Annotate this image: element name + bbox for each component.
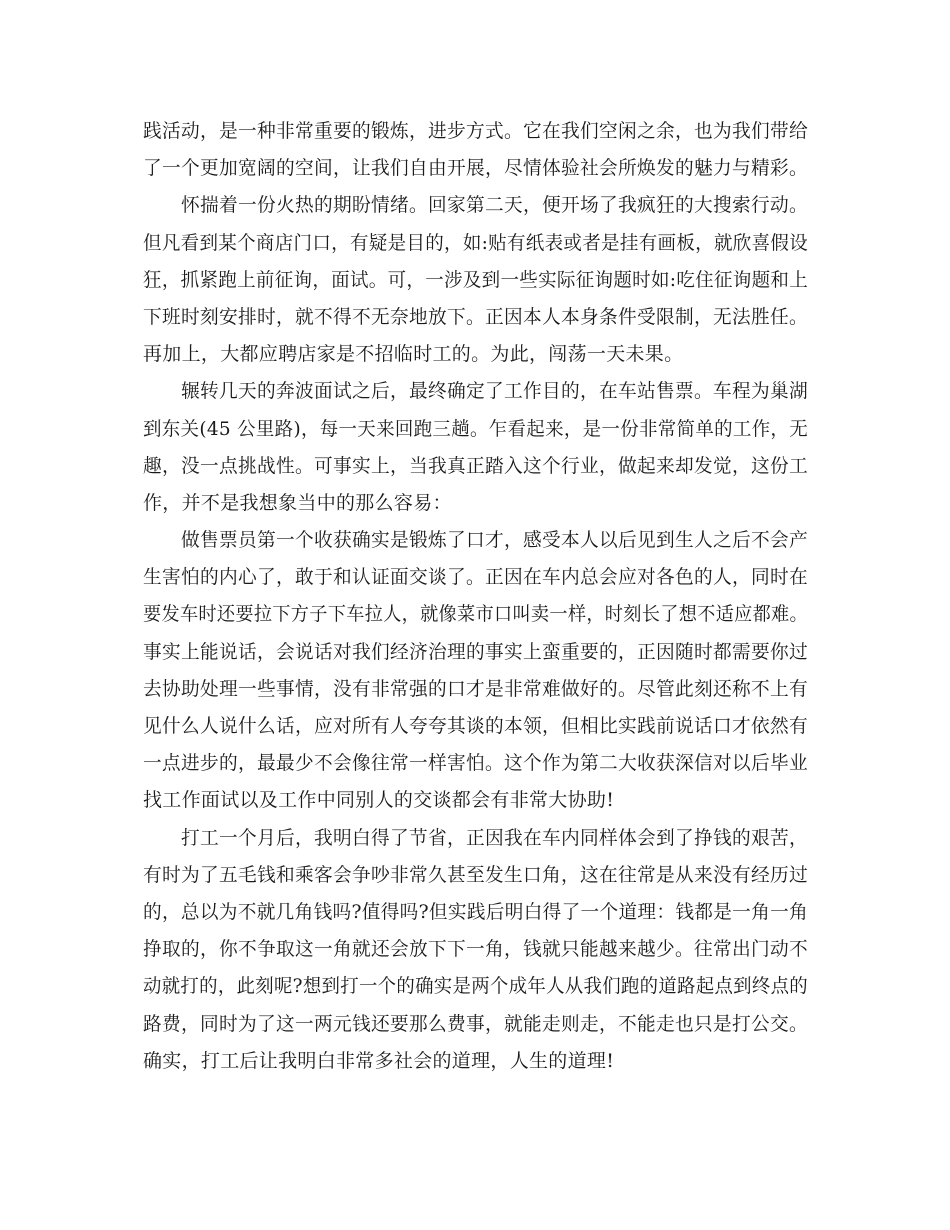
text-line: 一点进步的，最最少不会像往常一样害怕。这个作为第二大收获深信对以后毕业 bbox=[143, 752, 808, 775]
text-line: 有时为了五毛钱和乘客会争吵非常久甚至发生口角，这在往常是从来没有经历过 bbox=[143, 863, 808, 886]
text-line: 挣取的，你不争取这一角就还会放下下一角，钱就只能越来越少。往常出门动不 bbox=[143, 938, 808, 961]
text-line: 打工一个月后，我明白得了节省，正因我在车内同样体会到了挣钱的艰苦， bbox=[181, 826, 808, 849]
paragraph-2 bbox=[143, 187, 808, 373]
text-line: 做售票员第一个收获确实是锻炼了口才，感受本人以后见到生人之后不会产 bbox=[181, 529, 808, 552]
text-line: 辗转几天的奔波面试之后，最终确定了工作目的，在车站售票。车程为巢湖 bbox=[181, 380, 808, 403]
text-line: 事实上能说话，会说话对我们经济治理的事实上蛮重要的，正因随时都需要你过 bbox=[143, 640, 808, 663]
text-line: 路费，同时为了这一两元钱还要那么费事，就能走则走，不能走也只是打公交。 bbox=[143, 1012, 808, 1035]
text-line: 作，并不是我想象当中的那么容易： bbox=[143, 491, 452, 514]
text-line: 了一个更加宽阔的空间，让我们自由开展，尽情体验社会所焕发的魅力与精彩。 bbox=[143, 157, 808, 180]
paragraph-3 bbox=[143, 373, 808, 522]
text-line: 怀揣着一份火热的期盼情绪。回家第二天，便开场了我疯狂的大搜索行动。 bbox=[181, 194, 808, 217]
text-line: 再加上，大都应聘店家是不招临时工的。为此，闯荡一天未果。 bbox=[143, 343, 684, 366]
text-line: 找工作面试以及工作中同别人的交谈都会有非常大协助! bbox=[143, 789, 615, 812]
text-line: 狂，抓紧跑上前征询，面试。可，一涉及到一些实际征询题时如:吃住征询题和上 bbox=[143, 268, 809, 291]
text-line: 生害怕的内心了，敢于和认证面交谈了。正因在车内总会应对各色的人，同时在 bbox=[143, 566, 808, 589]
text-line: 见什么人说什么话，应对所有人夸夸其谈的本领，但相比实践前说话口才依然有 bbox=[143, 715, 808, 737]
paragraph-1 bbox=[143, 113, 808, 187]
document-body bbox=[143, 113, 808, 1080]
text-line: 确实，打工后让我明白非常多社会的道理，人生的道理! bbox=[143, 1049, 615, 1072]
paragraph-5 bbox=[143, 820, 808, 1080]
text-line: 的，总以为不就几角钱吗?值得吗?但实践后明白得了一个道理：钱都是一角一角 bbox=[143, 900, 808, 923]
text-line: 下班时刻安排时，就不得不无奈地放下。正因本人本身条件受限制，无法胜任。 bbox=[143, 305, 808, 328]
text-line: 要发车时还要拉下方子下车拉人，就像菜市口叫卖一样，时刻长了想不适应都难。 bbox=[143, 603, 809, 626]
text-line: 趣，没一点挑战性。可事实上，当我真正踏入这个行业，做起来却发觉，这份工 bbox=[143, 454, 808, 477]
text-line: 动就打的，此刻呢?想到打一个的确实是两个成年人从我们跑的道路起点到终点的 bbox=[143, 975, 809, 998]
text-line: 去协助处理一些事情，没有非常强的口才是非常难做好的。尽管此刻还称不上有 bbox=[143, 677, 808, 700]
text-line: 但凡看到某个商店门口，有疑是目的，如:贴有纸表或者是挂有画板，就欣喜假设 bbox=[143, 231, 809, 254]
paragraph-4 bbox=[143, 522, 808, 820]
text-line: 践活动，是一种非常重要的锻炼，进步方式。它在我们空闲之余，也为我们带给 bbox=[143, 120, 808, 142]
text-line: 到东关(45 公里路)，每一天来回跑三趟。乍看起来，是一份非常简单的工作，无 bbox=[143, 417, 808, 440]
